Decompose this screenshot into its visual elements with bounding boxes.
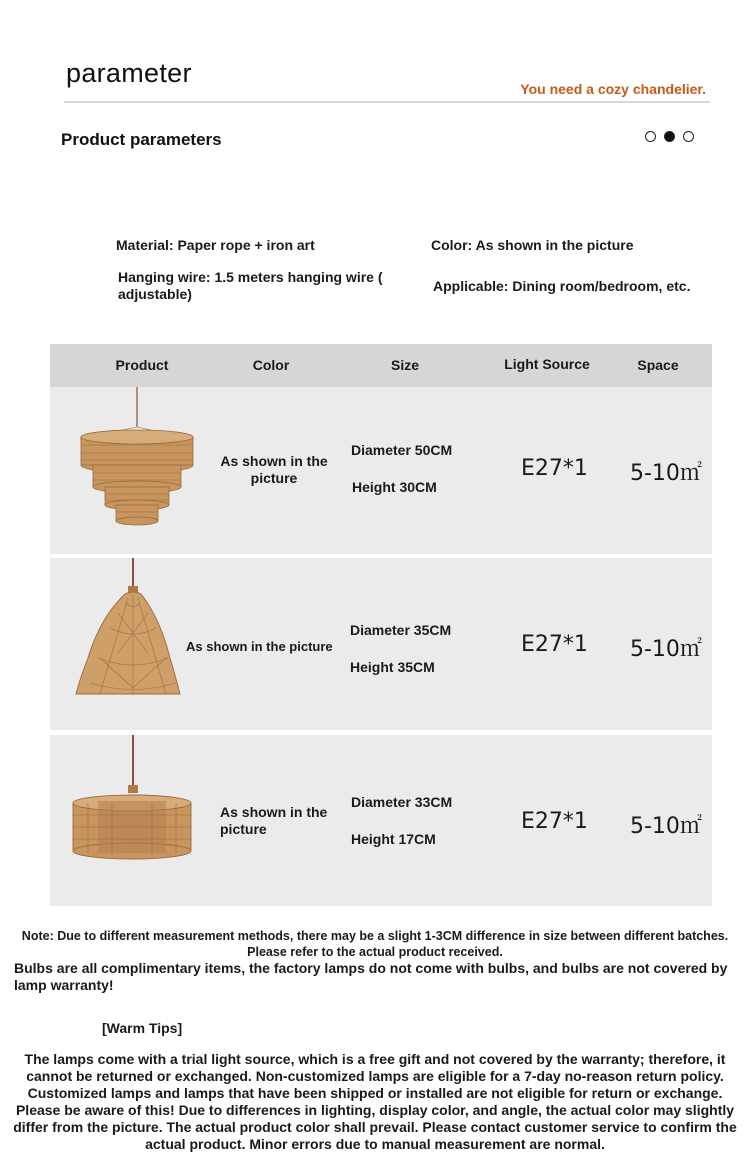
header-light-source: Light Source (504, 356, 590, 372)
spec-table (50, 344, 712, 847)
row2-height: Height 35CM (350, 659, 435, 675)
section-title: Product parameters (61, 130, 222, 149)
row2-color: As shown in the picture (186, 639, 333, 654)
row3-diameter: Diameter 33CM (351, 794, 453, 810)
row3-space: 5-10㎡ (630, 814, 702, 839)
tiered-chandelier-image (70, 387, 205, 532)
param-applicable: Applicable: Dining room/bedroom, etc. (433, 278, 691, 294)
row1-diameter: Diameter 50CM (351, 442, 453, 458)
tagline: You need a cozy chandelier. (520, 81, 706, 97)
header-space: Space (637, 357, 679, 373)
header-size: Size (390, 357, 420, 373)
carousel-dots (645, 131, 694, 142)
measurement-note (0, 928, 750, 960)
row3-light-source: E27*1 (521, 809, 588, 834)
dome-pendant-image (70, 558, 190, 700)
header-color: Color (252, 357, 290, 373)
page-title: parameter (66, 58, 192, 88)
row2-diameter: Diameter 35CM (350, 622, 452, 638)
row1-space: 5-10㎡ (630, 461, 702, 486)
param-material: Material: Paper rope + iron art (116, 237, 315, 253)
measurement-note-line1: Note: Due to different measurement methods, there may be a slight 1-3CM difference in size between different batches. (21, 929, 729, 943)
divider (64, 101, 710, 103)
table-header (50, 344, 712, 387)
param-color: Color: As shown in the picture (431, 237, 634, 253)
row1-height: Height 30CM (352, 479, 437, 495)
table-row (50, 387, 712, 554)
row1-light-source: E27*1 (521, 456, 588, 481)
carousel-dot-3[interactable] (683, 131, 694, 142)
row3-height: Height 17CM (351, 831, 436, 847)
table-row (50, 558, 712, 730)
bulbs-note: Bulbs are all complimentary items, the factory lamps do not come with bulbs, and bulbs are not covered by lamp warranty! (14, 960, 728, 993)
param-hanging-wire: Hanging wire: 1.5 meters hanging wire ( adjustable) (118, 269, 383, 302)
warm-tips-title: [Warm Tips] (102, 1020, 183, 1036)
row3-color: As shown in the picture (220, 804, 328, 837)
header-product: Product (115, 357, 169, 373)
measurement-note-line2: Please refer to the actual product received. (247, 945, 503, 959)
carousel-dot-1[interactable] (645, 131, 656, 142)
drum-pendant-image (68, 735, 194, 865)
row1-color: As shown in the picture (220, 453, 328, 486)
warm-tips-body: The lamps come with a trial light source, which is a free gift and not covered by the warranty; therefore, it cannot be returned or exchanged. Non-customized lamps are eligible for a 7-day no-reason return policy. Customized lamps and lamps that have been shipped or installed are not eligible for return or exchange. Please be aware of this! Due to differences in lighting, display color, and angle, the actual color may slightly differ from the picture. The actual product color shall prevail. Please contact customer service to confirm the actual product. Minor errors due to manual measurement are normal. (13, 1051, 737, 1152)
table-row (50, 735, 712, 906)
row2-light-source: E27*1 (521, 632, 588, 657)
carousel-dot-2[interactable] (664, 131, 675, 142)
row2-space: 5-10㎡ (630, 637, 702, 662)
